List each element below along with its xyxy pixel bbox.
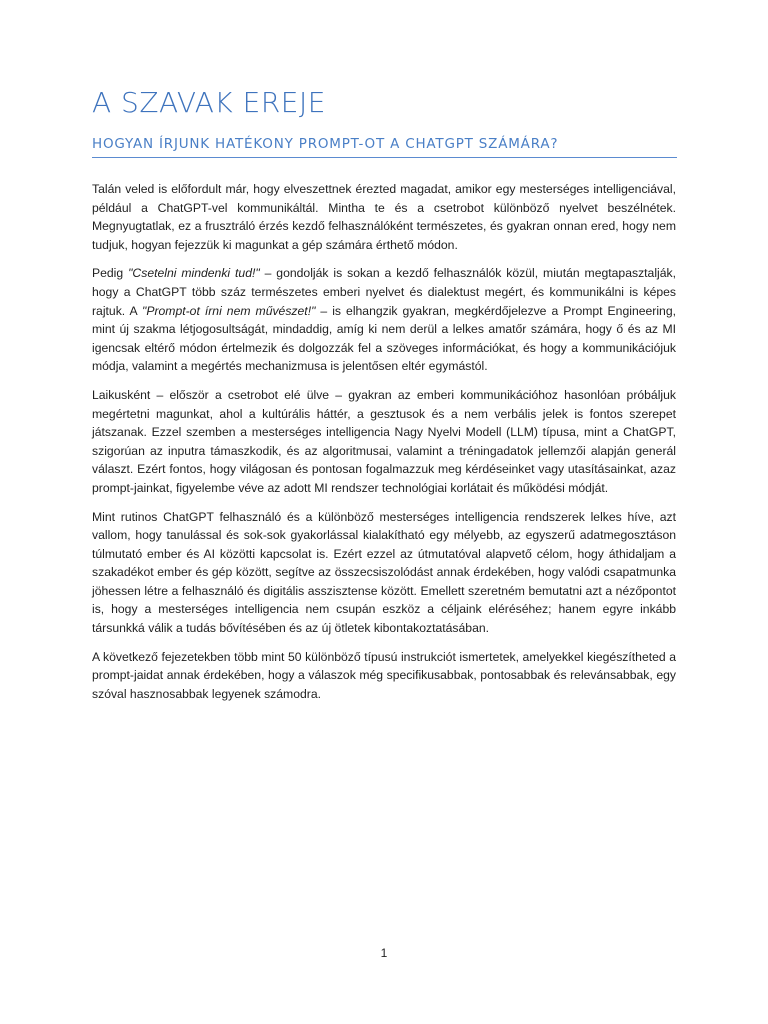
page-number: 1 bbox=[380, 946, 388, 960]
paragraph-2-text-a: Pedig bbox=[92, 266, 129, 281]
paragraph-2-quote-2: "Prompt-ot írni nem művészet!" bbox=[142, 303, 316, 318]
body-text bbox=[92, 180, 676, 713]
paragraph-1: Talán veled is előfordult már, hogy elveszettnek érezted magadat, amikor egy mesterséges intelligenciával, például a ChatGPT-vel kommunikáltál. Mintha te és a csetrobot különböző nyelvet beszélnétek. Megnyugtatlak, ez a frusztráló érzés kezdő felhasználóként természetes, és gyakran onnan ered, hogy nem tudjuk, hogyan fejezzük ki magunkat a gép számára érthető módon. bbox=[92, 182, 676, 252]
paragraph-2-quote-1: "Csetelni mindenki tud!" bbox=[128, 266, 260, 281]
page-title: A SZAVAK EREJE bbox=[92, 86, 326, 119]
paragraph-4: Mint rutinos ChatGPT felhasználó és a különböző mesterséges intelligencia rendszerek lelkes híve, azt vallom, hogy tanulással és sok-sok gyakorlással kialakítható egy mélyebb, az egyszerű adatmegosztáson túlmutató ember és AI közötti kapcsolat is. Ezért ezzel az útmutatóval alapvető célom, hogy áthidaljam a szakadékot ember és gép között, segítve az összecsiszolódást annak érdekében, hogy valódi csapatmunka jöhessen létre a felhasználó és digitális asszisztense között. Emellett szeretném bemutatni azt a nézőpontot is, hogy a mesterséges intelligencia nem csupán eszköz a céljaink eléréséhez; hanem egyre inkább társunkká válik a tudás bővítésében és az új ötletek kibontakoztatásában. bbox=[92, 509, 676, 636]
paragraph-2-text-e: – is elhangzik gyakran, megkérdőjelezve a Prompt Engineering, mint új szakma létjogosultságát, mindaddig, amíg ki nem derül a lelkes amatőr számára, hogy ő és az MI igencsak eltérő módon értelmezik és dolgozzák fel a szöveges információkat, és hogy a kommunikációjuk módja, valamint a megértés mechanizmusa is jelentősen eltér egymástól. bbox=[92, 303, 676, 374]
paragraph-5: A következő fejezetekben több mint 50 különböző típusú instrukciót ismertetek, amelyekkel kiegészítheted a prompt-jaidat annak érdekében, hogy a válaszok még specifikusabbak, pontosabbak és relevánsabbak, egy szóval hasznosabbak legyenek számodra. bbox=[92, 649, 676, 701]
paragraph-2 bbox=[92, 264, 676, 376]
paragraph-3: Laikusként – először a csetrobot elé ülve – gyakran az emberi kommunikációhoz hasonlóan próbáljuk megértetni magunkat, ahol a kultúrális háttér, a gesztusok és a nem verbális jelek is fontos szerepet játszanak. Ezzel szemben a mesterséges intelligencia Nagy Nyelvi Modell (LLM) típusa, mint a ChatGPT, szigorúan az inputra támaszkodik, és az algoritmusai, valamint a tréningadatok jellemzői alapján generál választ. Ezért fontos, hogy világosan és pontosan fogalmazzuk meg kérdéseinket vagy utasításainkat, azaz prompt-jainkat, figyelembe véve az adott MI rendszer technológiai korlátait és működési módját. bbox=[92, 387, 676, 495]
paragraph-2-text-c: – gondolják is sokan a kezdő felhasználók közül, miután megtapasztalják, hogy a ChatGPT több száz természetes emberi nyelvet és dialektust megért, és kommunikálni is képes rajtuk. A bbox=[92, 266, 676, 318]
page-subtitle: HOGYAN ÍRJUNK HATÉKONY PROMPT-OT A CHATGPT SZÁMÁRA? bbox=[92, 136, 559, 152]
heading-divider bbox=[92, 157, 677, 158]
